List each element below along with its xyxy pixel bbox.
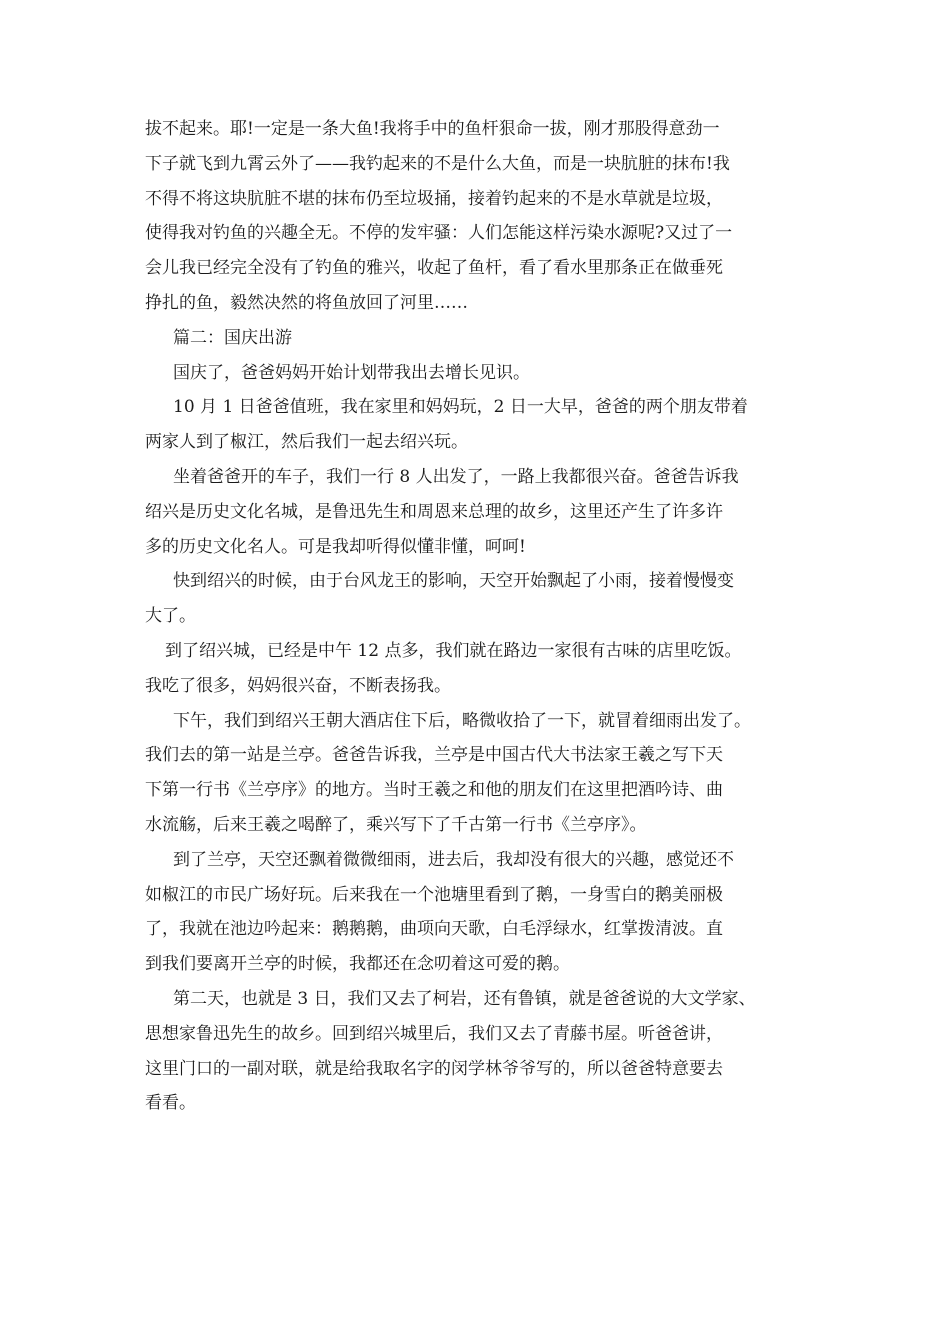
text-line: 使得我对钓鱼的兴趣全无。不停的发牢骚：人们怎能这样污染水源呢?又过了一 xyxy=(145,223,733,244)
text-line: 了，我就在池边吟起来：鹅鹅鹅，曲项向天歌，白毛浮绿水，红掌拨清波。直 xyxy=(145,919,723,940)
text-line: 国庆了，爸爸妈妈开始计划带我出去增长见识。 xyxy=(173,362,530,383)
text-line: 快到绍兴的时候，由于台风龙王的影响，天空开始飘起了小雨，接着慢慢变 xyxy=(173,571,734,592)
text-line: 到了绍兴城，已经是中午 12 点多，我们就在路边一家很有古味的店里吃饭。 xyxy=(165,640,742,661)
text-line: 看看。 xyxy=(145,1093,196,1114)
text-line: 大了。 xyxy=(145,606,196,627)
text-line: 篇二：国庆出游 xyxy=(173,327,292,348)
text-line: 如椒江的市民广场好玩。后来我在一个池塘里看到了鹅，一身雪白的鹅美丽极 xyxy=(145,884,723,905)
text-line: 我们去的第一站是兰亭。爸爸告诉我，兰亭是中国古代大书法家王羲之写下天 xyxy=(145,745,723,766)
text-line: 不得不将这块肮脏不堪的抹布仍至垃圾捅，接着钓起来的不是水草就是垃圾， xyxy=(145,188,723,209)
text-line: 我吃了很多，妈妈很兴奋，不断表扬我。 xyxy=(145,675,451,696)
text-line: 到了兰亭，天空还飘着微微细雨，进去后，我却没有很大的兴趣，感觉还不 xyxy=(173,849,734,870)
text-line: 多的历史文化名人。可是我却听得似懂非懂，呵呵! xyxy=(145,536,526,557)
text-line: 下子就飞到九霄云外了——我钓起来的不是什么大鱼，而是一块肮脏的抹布!我 xyxy=(145,153,730,174)
text-line: 到我们要离开兰亭的时候，我都还在念叨着这可爱的鹅。 xyxy=(145,954,570,975)
text-line: 会儿我已经完全没有了钓鱼的雅兴，收起了鱼杆，看了看水里那条正在做垂死 xyxy=(145,258,723,279)
text-line: 第二天，也就是 3 日，我们又去了柯岩，还有鲁镇，就是爸爸说的大文学家、 xyxy=(173,988,756,1009)
text-line: 拔不起来。耶!一定是一条大鱼!我将手中的鱼杆狠命一拔，刚才那股得意劲一 xyxy=(145,119,720,139)
text-line: 10 月 1 日爸爸值班，我在家里和妈妈玩，2 日一大早，爸爸的两个朋友带着 xyxy=(173,397,748,418)
text-line: 挣扎的鱼，毅然决然的将鱼放回了河里…… xyxy=(145,292,468,313)
text-line: 思想家鲁迅先生的故乡。回到绍兴城里后，我们又去了青藤书屋。听爸爸讲， xyxy=(145,1023,723,1044)
text-line: 绍兴是历史文化名城，是鲁迅先生和周恩来总理的故乡，这里还产生了许多许 xyxy=(145,501,723,522)
text-line: 坐着爸爸开的车子，我们一行 8 人出发了，一路上我都很兴奋。爸爸告诉我 xyxy=(173,466,739,487)
text-line: 两家人到了椒江，然后我们一起去绍兴玩。 xyxy=(145,432,468,453)
document-body xyxy=(145,112,815,1121)
text-line: 这里门口的一副对联，就是给我取名字的闵学林爷爷写的，所以爸爸特意要去 xyxy=(145,1058,723,1079)
text-line: 水流觞，后来王羲之喝醉了，乘兴写下了千古第一行书《兰亭序》。 xyxy=(145,814,647,835)
text-line: 下第一行书《兰亭序》的地方。当时王羲之和他的朋友们在这里把酒吟诗、曲 xyxy=(145,780,723,801)
text-line: 下午，我们到绍兴王朝大酒店住下后，略微收拾了一下，就冒着细雨出发了。 xyxy=(173,710,751,731)
